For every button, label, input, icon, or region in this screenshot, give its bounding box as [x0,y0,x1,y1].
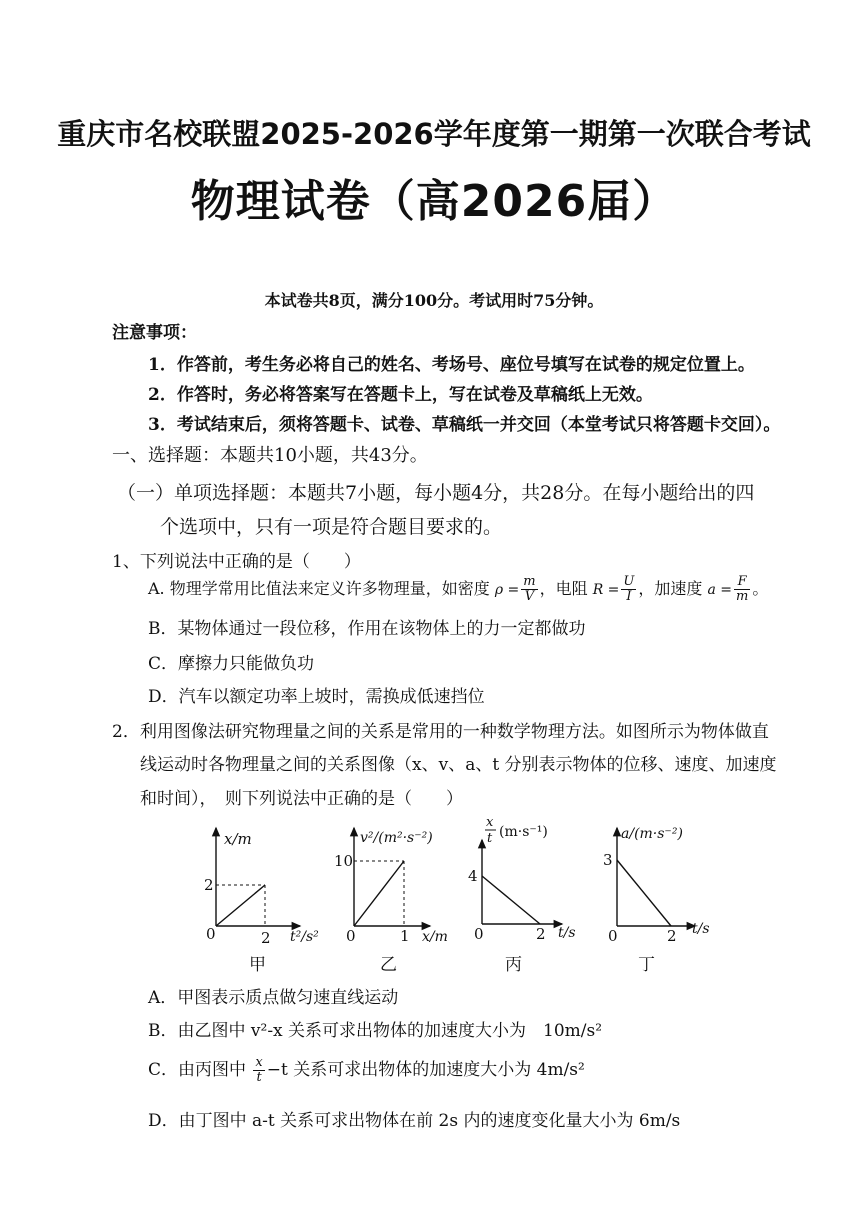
q2-option-d: D．由丁图中 a-t 关系可求出物体在前 2s 内的速度变化量大小为 6m/s [148,1111,681,1131]
q2-c-denominator: t [256,1070,262,1085]
graph-yi [334,828,448,975]
exam-title: 重庆市名校联盟2025-2026学年度第一期第一次联合考试 [57,117,811,151]
notice-item-2: 2．作答时，务必将答案写在答题卡上，写在试卷及草稿纸上无效。 [148,385,653,405]
q1-a-mid-1: ，电阻 [539,579,588,598]
graph-jia-x-label: t²/s² [290,929,319,945]
q1-a-r-denominator: I [626,589,632,604]
graph-jia-series [216,885,265,926]
q2-line-2: 线运动时各物理量之间的关系图像（x、v、a、t 分别表示物体的位移、速度、加速度 [140,755,777,775]
q2-c-numerator: x [255,1055,263,1070]
q1-a-mid-2: ，加速度 [638,579,703,598]
q2-option-a: A．甲图表示质点做匀速直线运动 [148,988,399,1008]
q1-stem: 1、下列说法中正确的是（ ） [112,552,361,572]
q1-a-rho-fraction [521,575,537,604]
graph-ding-series [617,860,671,926]
subsection-line-2: 个选项中，只有一项是符合题目要求的。 [160,516,503,538]
graph-bing-series [482,876,540,924]
q1-a-rho-numerator: m [523,574,536,589]
q1-a-prefix: A. 物理学常用比值法来定义许多物理量，如密度 [148,579,490,598]
graph-yi-origin-label: 0 [346,927,356,945]
q2-graphs [0,810,868,980]
q2-line-3: 和时间）， 则下列说法中正确的是（ ） [140,789,463,809]
graph-bing-x-label: t/s [558,925,576,941]
notice-item-1: 1．作答前，考生务必将自己的姓名、考场号、座位号填写在试卷的规定位置上。 [148,355,755,375]
q2-c-suffix: −t 关系可求出物体的加速度大小为 4m/s² [266,1060,585,1080]
q1-option-b: B．某物体通过一段位移，作用在该物体上的力一定都做功 [148,619,586,639]
q1-a-rho-denominator: V [524,589,535,604]
q2-c-fraction [253,1056,264,1085]
q1-a-r: R = [592,582,620,598]
graph-bing-y-label-num: x [486,815,494,830]
graph-jia-origin-label: 0 [206,925,216,943]
paper-title: 物理试卷（高2026届） [190,176,678,227]
q1-a-a: a = [707,582,733,598]
graph-ding-origin-label: 0 [608,927,618,945]
graph-ding-y-label: a/(m·s⁻²) [621,826,683,842]
section-heading: 一、选择题：本题共10小题，共43分。 [112,445,428,466]
graph-yi-y-tick: 10 [334,852,354,870]
q1-a-r-fraction [621,575,636,604]
graph-jia [204,828,319,975]
graph-bing-caption: 丙 [505,955,522,975]
q1-option-d: D．汽车以额定功率上坡时，需换成低速挡位 [148,687,485,707]
q1-a-a-fraction [734,575,750,604]
q1-a-a-numerator: F [734,575,750,590]
graph-yi-series [354,861,404,926]
q2-line-1: 2．利用图像法研究物理量之间的关系是常用的一种数学物理方法。如图所示为物体做直 [112,722,769,742]
graph-bing-origin-label: 0 [474,925,484,943]
graph-bing [468,815,576,975]
q1-option-c: C．摩擦力只能做负功 [148,654,315,674]
graph-jia-y-tick: 2 [204,876,214,894]
graph-jia-y-label: x/m [224,830,252,848]
q2-c-prefix: C．由丙图中 [148,1060,247,1080]
q1-a-r-numerator: U [623,574,635,589]
graph-ding-x-tick: 2 [667,927,677,945]
graph-bing-y-label-den: t [487,831,493,846]
graph-yi-caption: 乙 [380,955,397,975]
graph-jia-caption: 甲 [249,955,266,975]
graph-yi-x-tick: 1 [400,927,410,945]
notice-heading: 注意事项： [112,323,197,343]
exam-info: 本试卷共8页，满分100分。考试用时75分钟。 [264,291,604,310]
subsection-line-1: （一）单项选择题：本题共7小题，每小题4分，共28分。在每小题给出的四 [117,482,755,504]
graph-yi-y-label: v²/(m²·s⁻²) [360,830,433,846]
graph-ding-x-label: t/s [692,921,710,937]
notice-item-3: 3．考试结束后，须将答题卡、试卷、草稿纸一并交回（本堂考试只将答题卡交回）。 [148,415,781,435]
graph-bing-y-tick: 4 [468,867,478,885]
q1-a-end: 。 [752,579,769,598]
graph-jia-x-tick: 2 [261,929,271,947]
q2-option-b: B．由乙图中 v²-x 关系可求出物体的加速度大小为 10m/s² [148,1021,603,1041]
graph-yi-x-label: x/m [422,929,448,945]
q1-a-a-denominator: m [736,589,749,604]
graph-bing-x-tick: 2 [536,925,546,943]
graph-ding-caption: 丁 [638,955,655,975]
q2-option-c [148,1052,585,1088]
graph-bing-y-label-unit: (m·s⁻¹) [499,824,548,840]
graph-ding [603,826,710,975]
graph-ding-y-tick: 3 [603,851,613,869]
q1-a-rho: ρ = [494,582,520,598]
q1-option-a [148,572,768,607]
